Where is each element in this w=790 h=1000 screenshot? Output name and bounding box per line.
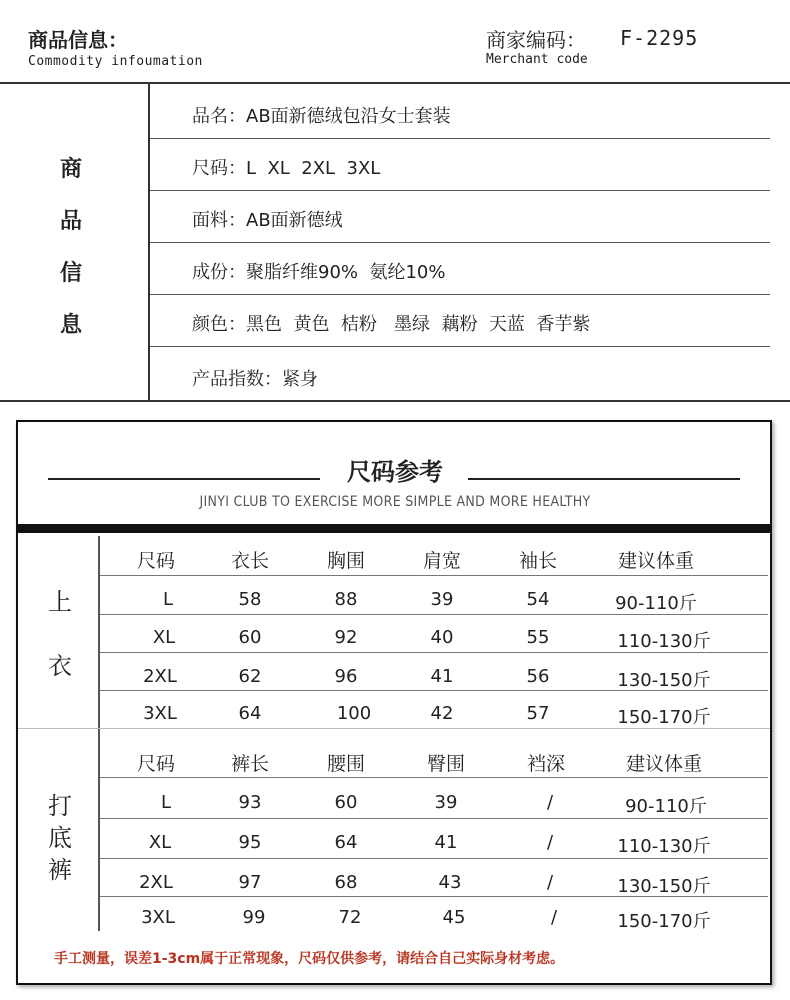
top-cell: 60 — [238, 627, 262, 648]
bottom-cell: 95 — [238, 832, 262, 853]
bottom-header-size: 尺码 — [136, 753, 175, 775]
header-subtitle: Commodity infoumation — [28, 54, 203, 69]
bottom-header-rise: 裆深 — [526, 753, 565, 775]
bottom-cell: L — [160, 792, 172, 813]
bottom-header-weight: 建议体重 — [625, 753, 702, 775]
top-cell: 64 — [238, 703, 262, 724]
bottom-cell: 64 — [334, 832, 358, 853]
info-composition: 成份：聚脂纤维90% 氨纶10% — [192, 262, 446, 283]
bottom-cell: / — [546, 872, 554, 893]
top-cell: 42 — [430, 703, 454, 724]
bottom-cell: 93 — [238, 792, 262, 813]
top-cell: 150-170斤 — [617, 707, 711, 728]
table-row-divider — [100, 575, 768, 576]
merchant-code-label: 商家编码： — [486, 28, 586, 52]
bottom-section-char: 底 — [48, 824, 72, 852]
bottom-cell: 60 — [334, 792, 358, 813]
top-header-size: 尺码 — [136, 550, 175, 572]
top-cell: 55 — [526, 627, 550, 648]
bottom-cell: 97 — [238, 872, 262, 893]
bottom-header-waist: 腰围 — [326, 753, 365, 775]
bottom-section-char: 裤 — [48, 856, 72, 884]
bottom-cell: / — [550, 907, 558, 928]
top-cell: 90-110斤 — [615, 593, 697, 614]
bottom-cell: 68 — [334, 872, 358, 893]
bottom-cell: 3XL — [141, 907, 175, 928]
top-cell: 3XL — [143, 703, 177, 724]
bottom-cell: 110-130斤 — [617, 836, 711, 857]
size-chart-header-bar — [18, 524, 770, 533]
bottom-cell: 43 — [438, 872, 462, 893]
info-sizes: 尺码：L XL 2XL 3XL — [192, 158, 381, 179]
bottom-header-hip: 臀围 — [426, 753, 465, 775]
header-title: 商品信息： — [28, 28, 128, 52]
info-side-char: 信 — [60, 261, 83, 286]
top-cell: 39 — [430, 589, 454, 610]
top-cell: 2XL — [143, 666, 177, 687]
info-divider — [148, 84, 150, 402]
info-row-divider — [150, 138, 770, 139]
top-cell: 62 — [238, 666, 262, 687]
bottom-cell: / — [546, 832, 554, 853]
info-side-char: 商 — [60, 157, 83, 182]
size-chart-side-divider — [98, 536, 100, 931]
merchant-code-subtitle: Merchant code — [486, 52, 588, 67]
top-header-weight: 建议体重 — [617, 550, 694, 572]
table-row-divider — [100, 858, 768, 859]
top-cell: 92 — [334, 627, 358, 648]
info-side-char: 品 — [60, 209, 83, 234]
bottom-cell: 130-150斤 — [617, 876, 711, 897]
table-row-divider — [100, 777, 768, 778]
top-header-sleeve: 袖长 — [518, 550, 557, 572]
info-product-name: 品名：AB面新德绒包沿女士套装 — [192, 106, 451, 127]
top-cell: 54 — [526, 589, 550, 610]
info-fabric: 面料：AB面新德绒 — [192, 210, 343, 231]
bottom-header-length: 裤长 — [230, 753, 269, 775]
bottom-section-char: 打 — [48, 792, 72, 820]
top-cell: L — [162, 589, 174, 610]
top-cell: 58 — [238, 589, 262, 610]
top-cell: 40 — [430, 627, 454, 648]
info-side-char: 息 — [60, 313, 83, 338]
info-colors: 颜色：黑色 黄色 桔粉 墨绿 藕粉 天蓝 香芋紫 — [192, 314, 591, 335]
top-cell: 41 — [430, 666, 454, 687]
info-row-divider — [150, 190, 770, 191]
merchant-code-value: F-2295 — [620, 26, 699, 50]
size-chart-slogan: JINYI CLUB TO EXERCISE MORE SIMPLE AND MORE HEALTHY — [199, 494, 591, 510]
top-cell: XL — [152, 627, 176, 648]
top-cell: 96 — [334, 666, 358, 687]
info-row-divider — [150, 294, 770, 295]
top-cell: 88 — [334, 589, 358, 610]
bottom-cell: 72 — [338, 907, 362, 928]
bottom-cell: 45 — [442, 907, 466, 928]
top-cell: 110-130斤 — [617, 631, 711, 652]
top-section-char: 衣 — [48, 652, 72, 680]
bottom-cell: / — [546, 792, 554, 813]
info-row-divider — [150, 346, 770, 347]
measurement-note: 手工测量，误差1-3cm属于正常现象，尺码仅供参考，请结合自己实际身材考虑。 — [54, 951, 565, 967]
bottom-cell: 41 — [434, 832, 458, 853]
bottom-cell: 2XL — [139, 872, 173, 893]
bottom-cell: 39 — [434, 792, 458, 813]
top-cell: 100 — [336, 703, 372, 724]
info-fit-index: 产品指数：紧身 — [192, 369, 318, 390]
bottom-cell: 150-170斤 — [617, 911, 711, 932]
size-chart-title: 尺码参考 — [347, 458, 443, 486]
top-cell: 130-150斤 — [617, 670, 711, 691]
info-row-divider — [150, 242, 770, 243]
top-cell: 56 — [526, 666, 550, 687]
top-header-chest: 胸围 — [326, 550, 365, 572]
bottom-cell: 99 — [242, 907, 266, 928]
table-row-divider — [100, 818, 768, 819]
top-header-shoulder: 肩宽 — [422, 550, 461, 572]
top-section-char: 上 — [48, 588, 72, 616]
top-header-length: 衣长 — [230, 550, 269, 572]
bottom-cell: XL — [148, 832, 172, 853]
top-cell: 57 — [526, 703, 550, 724]
bottom-cell: 90-110斤 — [625, 796, 707, 817]
